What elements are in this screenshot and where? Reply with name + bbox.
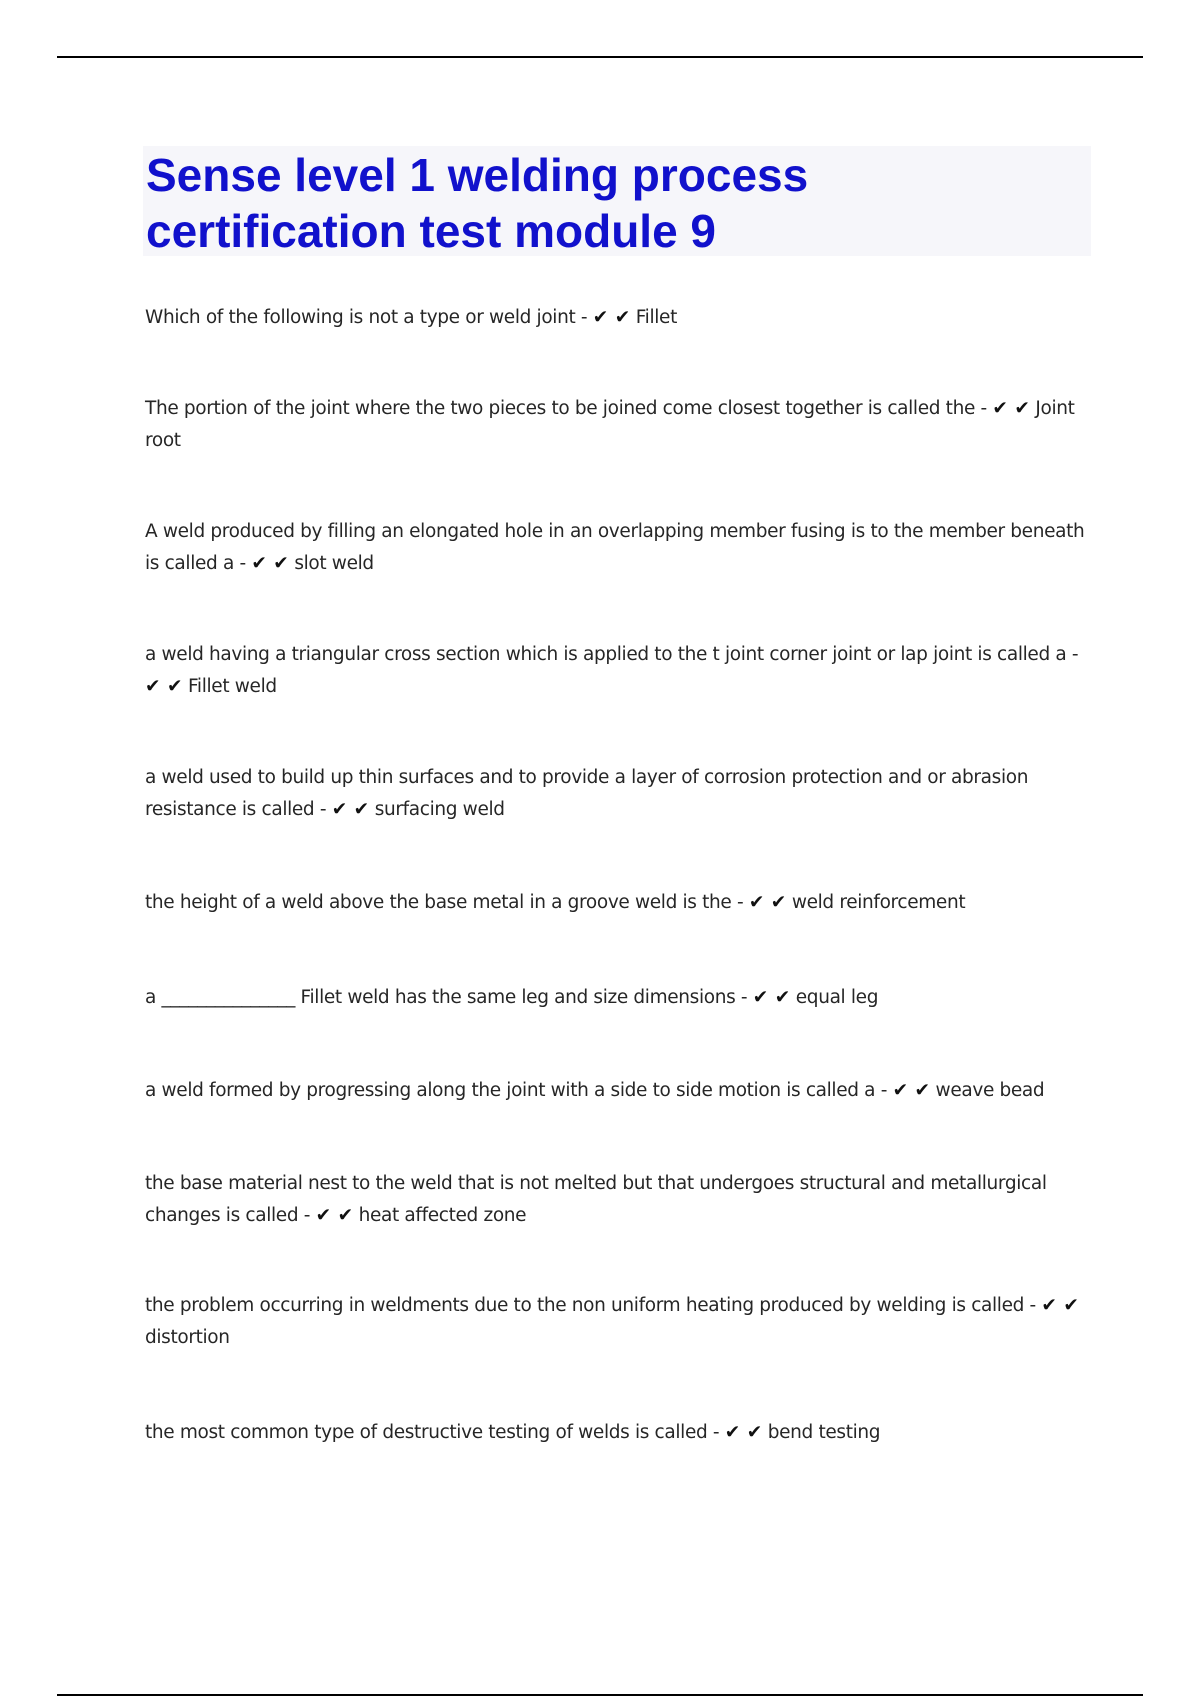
qa-item-7	[145, 982, 1095, 1014]
question-text: a weld formed by progressing along the joint with a side to side motion is called a -	[145, 1080, 888, 1101]
answer-text: heat affected zone	[358, 1205, 527, 1226]
answer-text: weld reinforcement	[791, 892, 966, 913]
question-text: A weld produced by filling an elongated hole in an overlapping member fusing is to the member beneath is called a -	[145, 521, 1085, 574]
check-icon: ✔ ✔	[592, 307, 631, 328]
check-icon: ✔ ✔	[752, 987, 791, 1008]
title-line-1: Sense level 1 welding process	[146, 149, 809, 201]
qa-item-1	[145, 302, 1095, 334]
answer-text: equal leg	[795, 987, 879, 1008]
answer-text: slot weld	[294, 553, 374, 574]
title-line-2: certification test module 9	[146, 205, 717, 257]
check-icon: ✔ ✔	[892, 1080, 931, 1101]
answer-text: Joint root	[145, 398, 1075, 451]
qa-item-6	[145, 887, 1095, 919]
answer-text: distortion	[145, 1327, 230, 1348]
question-text: the height of a weld above the base metal in a groove weld is the -	[145, 892, 744, 913]
qa-item-2	[145, 393, 1095, 457]
qa-item-5	[145, 762, 1095, 826]
qa-item-11	[145, 1417, 1095, 1449]
question-text: a weld having a triangular cross section which is applied to the t joint corner joint or lap joint is called a -	[145, 644, 1079, 665]
check-icon: ✔ ✔	[251, 553, 289, 574]
answer-text: Fillet	[635, 307, 677, 328]
qa-item-4	[145, 639, 1095, 703]
document-title	[146, 146, 1091, 259]
title-box	[143, 146, 1091, 256]
check-icon: ✔ ✔	[1041, 1295, 1079, 1316]
qa-item-9	[145, 1168, 1095, 1232]
answer-text: surfacing weld	[374, 799, 505, 820]
question-text: the most common type of destructive testing of welds is called -	[145, 1422, 720, 1443]
question-text: a _______________ Fillet weld has the same leg and size dimensions -	[145, 987, 748, 1008]
question-text: the base material nest to the weld that is not melted but that undergoes structural and metallurgical changes is called -	[145, 1173, 1047, 1226]
check-icon: ✔ ✔	[992, 398, 1030, 419]
check-icon: ✔ ✔	[331, 799, 370, 820]
check-icon: ✔ ✔	[748, 892, 787, 913]
question-text: a weld used to build up thin surfaces and to provide a layer of corrosion protection and or abrasion resistance is called -	[145, 767, 1029, 820]
question-text: the problem occurring in weldments due to the non uniform heating produced by welding is called -	[145, 1295, 1036, 1316]
footer-rule	[57, 1694, 1143, 1696]
answer-text: weave bead	[935, 1080, 1045, 1101]
check-icon: ✔ ✔	[315, 1205, 354, 1226]
qa-item-10	[145, 1290, 1095, 1354]
question-text: The portion of the joint where the two pieces to be joined come closest together is called the -	[145, 398, 987, 419]
check-icon: ✔ ✔	[145, 676, 183, 697]
answer-text: Fillet weld	[187, 676, 277, 697]
check-icon: ✔ ✔	[724, 1422, 763, 1443]
question-text: Which of the following is not a type or weld joint -	[145, 307, 588, 328]
qa-item-3	[145, 516, 1095, 580]
answer-text: bend testing	[767, 1422, 881, 1443]
header-rule	[57, 56, 1143, 58]
qa-item-8	[145, 1075, 1095, 1107]
